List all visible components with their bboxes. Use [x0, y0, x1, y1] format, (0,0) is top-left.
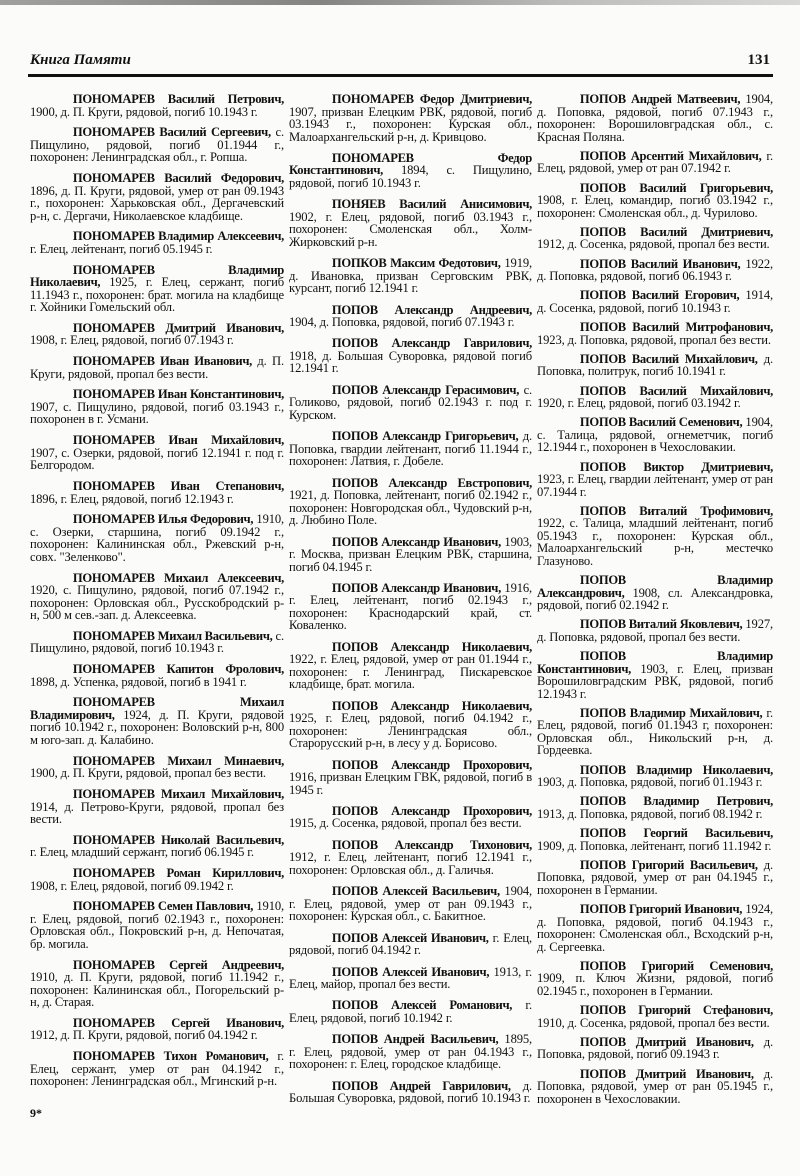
entry-name: ПОПОВ Алексей Иванович,	[331, 964, 490, 979]
entry-details: 1904, с. Талица, рядовой, огнеметчик, погиб 12.1944 г., похоронен в Чехословакии.	[537, 415, 774, 455]
memorial-entry	[537, 321, 773, 346]
entry-name: ПОПОВ Александр Тихонович,	[331, 837, 532, 852]
entry-name: ПОНОМАРЕВ Федор Константинович,	[289, 150, 532, 178]
entry-name: ПОНОМАРЕВ Николай Васильевич,	[72, 832, 284, 847]
entry-details: 1904, д. Поповка, рядовой, погиб 07.1943 г.	[289, 315, 515, 330]
entry-details: 1908, г. Елец, командир, погиб 03.1942 г., похоронен: Смоленская обл., д. Чурилово.	[537, 193, 773, 220]
entry-details: 1914, д. Сосенка, рядовой, погиб 10.1943 г.	[537, 288, 774, 315]
entry-details: 1907, с. Пищулино, рядовой, погиб 03.1943 г., похоронен в г. Усмани.	[30, 399, 284, 427]
entry-details: 1915, д. Сосенка, рядовой, пропал без вести.	[289, 816, 522, 831]
entry-name: ПОПОВ Александр Николаевич,	[331, 639, 532, 654]
entry-details: 1896, г. Елец, рядовой, погиб 12.1943 г.	[30, 491, 234, 506]
entry-name: ПОНОМАРЕВ Михаил Минаевич,	[72, 753, 284, 768]
entry-details: с. Пищулино, рядовой, погиб 01.1944 г., похоронен: Ленинградская обл., г. Ропша.	[30, 125, 284, 165]
entry-details: 1921, д. Поповка, лейтенант, погиб 02.1942 г., похоронен: Новгородская обл., Чудовский р-н, д. Любино Поле.	[289, 488, 532, 528]
memorial-entry	[537, 505, 773, 568]
entry-name: ПОПОВ Владимир Михайлович,	[579, 705, 763, 720]
entry-details: 1920, с. Пищулино, рядовой, погиб 07.1942 г., похоронен: Орловская обл., Русскобродский р-н, 500 м сев.-зап. д. Алексеевка.	[30, 583, 284, 623]
entry-details: с. Голиково, рядовой, погиб 02.1943 г. под г. Курском.	[289, 382, 533, 422]
memorial-entry	[537, 182, 773, 220]
scan-edge-artifact	[0, 0, 800, 5]
memorial-entry	[289, 932, 532, 957]
entry-details: 1909, п. Ключ Жизни, рядовой, погиб 02.1945 г., похоронен в Германии.	[537, 971, 773, 998]
memorial-entry	[30, 264, 284, 314]
entry-details: 1919, д. Ивановка, призван Серговским РВК, курсант, погиб 12.1941 г.	[289, 256, 532, 296]
entry-name: ПОПОВ Виталий Яковлевич,	[579, 617, 743, 632]
entry-details: 1896, д. П. Круги, рядовой, умер от ран 09.1943 г., похоронен: Харьковская обл., Дергачевский р-н, с. Дергачи, Николаевское кладбище.	[30, 183, 284, 223]
entry-details: 1895, г. Елец, рядовой, умер от ран 04.1943 г., похоронен: г. Елец, городское кладбище.	[289, 1032, 533, 1072]
entry-details: 1908, г. Елец, рядовой, погиб 07.1943 г.	[30, 333, 234, 348]
memorial-entry	[289, 839, 532, 877]
entry-details: 1903, д. Поповка, рядовой, погиб 01.1943 г.	[537, 775, 763, 789]
entry-name: ПОПОВ Виталий Трофимович,	[579, 503, 773, 518]
entry-details: 1923, г. Елец, гвардии лейтенант, умер от ран 07.1944 г.	[537, 472, 773, 499]
entry-details: д. Поповка, гвардии лейтенант, погиб 11.1944 г., похоронен: Латвия, г. Добеле.	[289, 429, 532, 469]
entry-details: 1908, сл. Александровка, рядовой, погиб 02.1942 г.	[537, 585, 773, 612]
entry-details: 1904, г. Елец, рядовой, умер от ран 09.1943 г., похоронен: Курская обл., с. Бакитное.	[289, 884, 533, 924]
entry-name: ПОПОВ Василий Григорьевич,	[579, 180, 773, 195]
entry-details: 1900, д. П. Круги, рядовой, пропал без вести.	[30, 766, 266, 781]
memorial-entry	[30, 834, 284, 859]
entry-details: 1914, д. Петрово-Круги, рядовой, пропал без вести.	[30, 799, 284, 826]
memorial-entry	[289, 885, 532, 923]
entry-name: ПОПОВ Григорий Васильевич,	[579, 857, 758, 872]
entry-name: ПОПОВ Владимир Александрович,	[537, 573, 773, 600]
entry-name: ПОНОМАРЕВ Михаил Владимирович,	[30, 695, 284, 722]
memorial-entry	[537, 461, 773, 499]
entry-name: ПОПОВ Александр Герасимович,	[331, 382, 520, 397]
memorial-entry	[537, 960, 773, 998]
entry-name: ПОПОВ Александр Иванович,	[331, 580, 501, 595]
memorial-entry	[537, 1036, 773, 1061]
memorial-entry	[289, 700, 532, 750]
entry-details: 1910, д. Сосенка, рядовой, пропал без вести.	[537, 1015, 770, 1030]
entry-details: д. П. Круги, рядовой, пропал без вести.	[30, 354, 284, 381]
entry-name: ПОПОВ Александр Прохорович,	[331, 757, 532, 772]
memorial-entry	[537, 416, 773, 454]
memorial-entry	[289, 93, 532, 143]
memorial-entry	[30, 630, 284, 655]
memorial-entry	[537, 707, 773, 757]
memorial-entry	[30, 900, 284, 950]
entry-details: 1920, г. Елец, рядовой, погиб 03.1942 г.	[537, 396, 741, 410]
memorial-entry	[30, 126, 284, 164]
entry-details: 1907, с. Озерки, рядовой, погиб 12.1941 г. под г. Белгородом.	[30, 445, 284, 473]
entry-details: 1898, д. Успенка, рядовой, погиб в 1941 г.	[30, 674, 247, 689]
memorial-entry	[537, 574, 773, 612]
memorial-entry	[537, 859, 773, 897]
entry-details: 1918, д. Большая Суворовка, рядовой погиб 12.1941 г.	[289, 348, 532, 376]
memorial-entry	[537, 903, 773, 953]
memorial-entry	[289, 477, 532, 527]
entry-details: 1927, д. Поповка, рядовой, пропал без вести.	[537, 617, 773, 644]
memorial-entry	[289, 1080, 532, 1105]
entry-name: ПОНОМАРЕВ Семен Павлович,	[72, 899, 254, 914]
entry-name: ПОПОВ Григорий Стефанович,	[579, 1003, 773, 1017]
memorial-entry	[30, 172, 284, 222]
entry-name: ПОПОВ Александр Григорьевич,	[331, 429, 519, 444]
memorial-entry	[289, 152, 532, 190]
entry-details: г. Елец, рядовой, погиб 04.1942 г.	[289, 930, 533, 958]
entry-details: д. Большая Суворовка, рядовой, погиб 10.1943 г.	[289, 1078, 533, 1106]
entry-name: ПОНОМАРЕВ Илья Федорович,	[72, 512, 254, 527]
entry-name: ПОНОМАРЕВ Иван Степанович,	[72, 479, 284, 494]
entry-name: ПОПКОВ Максим Федотович,	[331, 256, 501, 271]
memorial-entry	[537, 827, 773, 852]
memorial-entry	[537, 764, 773, 789]
entry-name: ПОПОВ Андрей Матвеевич,	[579, 92, 741, 106]
memorial-entry	[289, 966, 532, 991]
entry-name: ПОПОВ Алексей Романович,	[331, 998, 513, 1013]
memorial-entry	[537, 226, 773, 251]
memorial-entry	[289, 1033, 532, 1071]
memorial-entry	[289, 759, 532, 797]
entry-name: ПОНОМАРЕВ Роман Кириллович,	[72, 866, 284, 881]
memorial-entry	[30, 1050, 284, 1088]
entry-name: ПОПОВ Дмитрий Иванович,	[579, 1066, 754, 1081]
memorial-entry	[30, 663, 284, 688]
entry-name: ПОПОВ Василий Дмитриевич,	[579, 224, 773, 239]
entry-details: д. Поповка, политрук, погиб 10.1941 г.	[537, 351, 774, 379]
entry-name: ПОПОВ Андрей Васильевич,	[331, 1032, 499, 1047]
entry-details: 1923, д. Поповка, рядовой, пропал без вести.	[537, 332, 771, 347]
entry-name: ПОПОВ Василий Михайлович,	[579, 383, 773, 398]
entry-details: 1922, г. Елец, рядовой, умер от ран 01.1944 г., похоронен: г. Ленинград, Пискаревское кладбище, брат. могила.	[289, 652, 532, 692]
entry-name: ПОНОМАРЕВ Владимир Алексеевич,	[72, 229, 284, 244]
entry-details: г. Елец, рядовой, погиб 01.1943 г, похоронен: Орловская обл., Никольский р-н, д. Гордеевка.	[537, 705, 773, 758]
memorial-entry	[30, 572, 284, 622]
memorial-entry	[30, 696, 284, 746]
entry-details: г. Елец, сержант, умер от ран 04.1942 г., похоронен: Ленинградская обл., Мгинский р-н.	[30, 1049, 285, 1089]
entry-name: ПОПОВ Алексей Васильевич,	[331, 884, 500, 899]
entry-details: г. Елец, рядовой, погиб 10.1942 г.	[289, 998, 532, 1025]
entry-details: 1925, г. Елец, рядовой, погиб 04.1942 г., похоронен: Ленинградская обл., Старорусский р-н, в лесу у д. Борисово.	[289, 711, 532, 751]
entry-name: ПОПОВ Александр Прохорович,	[331, 803, 532, 818]
memorial-entry	[30, 434, 284, 472]
entry-name: ПОНОМАРЕВ Василий Петрович,	[72, 92, 284, 106]
entry-details: 1902, г. Елец, рядовой, погиб 03.1943 г., похоронен: Смоленская обл., Холм-Жирковский р-н.	[289, 209, 532, 249]
entry-name: ПОПОВ Александр Гаврилович,	[331, 336, 532, 351]
entry-name: ПОПОВ Владимир Николаевич,	[579, 762, 773, 777]
header-rule	[28, 74, 773, 77]
memorial-entry	[537, 385, 773, 410]
memorial-entry	[289, 304, 532, 329]
entry-details: 1912, г. Елец, лейтенант, погиб 12.1941 г., похоронен: Орловская обл., д. Галичья.	[289, 850, 532, 877]
memorial-entry	[30, 355, 284, 380]
memorial-entry	[537, 618, 773, 643]
memorial-entry	[537, 150, 773, 175]
memorial-entry	[30, 513, 284, 563]
entry-name: ПОНОМАРЕВ Капитон Фролович,	[72, 662, 284, 677]
memorial-entry	[30, 788, 284, 826]
memorial-entry	[30, 867, 284, 892]
memorial-entry	[537, 93, 773, 143]
memorial-entry	[30, 322, 284, 347]
text-column-1	[30, 93, 284, 1088]
entry-name: ПОПОВ Василий Егорович,	[579, 288, 740, 303]
entry-details: 1916, призван Елецким ГВК, рядовой, погиб в 1945 г.	[289, 770, 532, 797]
entry-details: 1924, д. П. Круги, рядовой погиб 10.1942 г., похоронен: Воловский р-н, 800 м юго-зап. д. Калабино.	[30, 707, 284, 747]
memorial-entry	[537, 289, 773, 314]
entry-name: ПОНОМАРЕВ Иван Константинович,	[72, 387, 284, 402]
signature-mark: 9*	[30, 1106, 42, 1120]
memorial-entry	[30, 388, 284, 426]
entry-details: 1900, д. П. Круги, рядовой, погиб 10.1943 г.	[30, 104, 258, 119]
entry-name: ПОПОВ Георгий Васильевич,	[579, 826, 773, 840]
text-column-2	[289, 93, 532, 1105]
entry-details: 1910, д. П. Круги, рядовой, погиб 11.1942 г., похоронен: Калининская обл., Погорельский р-н, д. Старая.	[30, 970, 284, 1010]
entry-details: д. Поповка, рядовой, погиб 09.1943 г.	[537, 1034, 774, 1062]
memorial-entry	[289, 536, 532, 574]
entry-name: ПОНОМАРЕВ Дмитрий Иванович,	[72, 320, 284, 335]
memorial-entry	[537, 353, 773, 378]
memorial-entry	[30, 480, 284, 505]
entry-details: 1903, г. Елец, призван Ворошиловградским РВК, рядовой, погиб 12.1943 г.	[537, 661, 773, 701]
memorial-entry	[289, 384, 532, 422]
memorial-entry	[537, 650, 773, 700]
entry-details: 1903, г. Москва, призван Елецким РВК, старшина, погиб 04.1945 г.	[289, 534, 533, 574]
entry-name: ПОПОВ Василий Михайлович,	[579, 351, 758, 366]
entry-name: ПОПОВ Александр Евстропович,	[331, 475, 532, 490]
memorial-entry	[30, 755, 284, 780]
entry-name: ПОПОВ Александр Николаевич,	[331, 698, 532, 713]
entry-name: ПОНОМАРЕВ Михаил Алексеевич,	[72, 570, 284, 585]
entry-details: 1925, г. Елец, сержант, погиб 11.1943 г., похоронен: брат. могила на кладбище г. Хойники Гомельский обл.	[30, 275, 284, 315]
book-title: Книга Памяти	[30, 52, 131, 68]
memorial-entry	[30, 959, 284, 1009]
entry-details: 1913, г. Елец, майор, пропал без вести.	[289, 964, 532, 992]
entry-name: ПОНОМАРЕВ Василий Сергеевич,	[72, 125, 271, 140]
memorial-entry	[537, 258, 773, 283]
entry-details: 1924, д. Поповка, рядовой, погиб 04.1943 г., похоронен: Смоленская обл., Всходский р-н, д. Сергеевка.	[537, 902, 773, 954]
entry-name: ПОПОВ Василий Семенович,	[579, 415, 743, 430]
entry-name: ПОПОВ Василий Иванович,	[579, 256, 741, 271]
memorial-entry	[30, 230, 284, 255]
memorial-entry	[289, 999, 532, 1024]
entry-name: ПОПОВ Дмитрий Иванович,	[579, 1034, 754, 1049]
entry-details: 1912, д. Сосенка, рядовой, пропал без вести.	[537, 237, 770, 252]
page-number: 131	[747, 52, 770, 68]
entry-details: 1894, с. Пищулино, рядовой, погиб 10.1943 г.	[289, 163, 532, 190]
memorial-entry	[537, 1068, 773, 1106]
entry-details: 1910, г. Елец, рядовой, погиб 02.1943 г., похоронен: Орловская обл., Покровский р-н, д. Непочатая, бр. могила.	[30, 899, 284, 951]
entry-name: ПОПОВ Алексей Иванович,	[331, 930, 489, 945]
entry-details: 1904, д. Поповка, рядовой, погиб 07.1943 г., похоронен: Ворошиловградская обл., с. Красная Поляна.	[537, 92, 773, 144]
memorial-entry	[30, 93, 284, 118]
memorial-entry	[537, 795, 773, 820]
entry-details: 1912, д. П. Круги, рядовой, погиб 04.1942 г.	[30, 1028, 258, 1043]
entry-name: ПОНОМАРЕВ Иван Иванович,	[72, 354, 252, 369]
entry-name: ПОПОВ Василий Митрофанович,	[579, 320, 773, 334]
memorial-entry	[289, 430, 532, 468]
entry-details: г. Елец, младший сержант, погиб 06.1945 г.	[30, 845, 254, 860]
entry-details: 1909, д. Поповка, лейтенант, погиб 11.1942 г.	[537, 838, 772, 853]
entry-details: с. Пищулино, рядовой, погиб 10.1943 г.	[30, 628, 284, 656]
text-column-3	[537, 93, 773, 1105]
entry-name: ПОПОВ Андрей Гаврилович,	[331, 1078, 511, 1093]
entry-name: ПОНОМАРЕВ Сергей Иванович,	[72, 1015, 284, 1030]
entry-name: ПОПОВ Григорий Семенович,	[579, 958, 773, 973]
entry-name: ПОНОМАРЕВ Сергей Андреевич,	[72, 957, 284, 972]
entry-name: ПОНОМАРЕВ Тихон Романович,	[72, 1049, 269, 1064]
entry-name: ПОПОВ Григорий Иванович,	[579, 902, 743, 916]
entry-name: ПОНОМАРЕВ Михаил Васильевич,	[72, 628, 273, 643]
entry-details: 1908, г. Елец, рядовой, погиб 09.1942 г.	[30, 878, 234, 893]
memorial-entry	[289, 582, 532, 632]
memorial-entry	[289, 337, 532, 375]
entry-name: ПОНОМАРЕВ Василий Федорович,	[72, 171, 284, 186]
entry-name: ПОНОМАРЕВ Михаил Михайлович,	[72, 787, 284, 801]
entry-name: ПОПОВ Александр Андреевич,	[331, 302, 532, 317]
entry-details: г. Елец, рядовой, умер от ран 07.1942 г.	[537, 148, 774, 176]
entry-name: ПОПОВ Владимир Петрович,	[579, 794, 773, 809]
memorial-entry	[289, 641, 532, 691]
entry-details: д. Поповка, рядовой, умер от ран 05.1945 г., похоронен в Чехословакии.	[537, 1066, 774, 1106]
entry-details: д. Поповка, рядовой, умер от ран 04.1945 г., похоронен в Германии.	[537, 857, 773, 897]
entry-details: 1916, г. Елец, лейтенант, погиб 02.1943 г., похоронен: Краснодарский край, ст. Коваленко.	[289, 580, 533, 633]
memorial-entry	[289, 805, 532, 830]
entry-name: ПОПОВ Арсентий Михайлович,	[579, 148, 762, 163]
memorial-entry	[537, 1004, 773, 1029]
entry-name: ПОПОВ Александр Иванович,	[331, 534, 501, 549]
entry-name: ПОНОМАРЕВ Владимир Николаевич,	[30, 262, 284, 290]
entry-details: 1913, д. Поповка, рядовой, погиб 08.1942 г.	[537, 806, 763, 821]
entry-details: г. Елец, лейтенант, погиб 05.1945 г.	[30, 241, 213, 256]
entry-name: ПОНОМАРЕВ Иван Михайлович,	[72, 433, 284, 448]
entry-name: ПОНОМАРЕВ Федор Дмитриевич,	[331, 92, 532, 106]
entry-details: 1907, призван Елецким РВК, рядовой, погиб 03.1943 г., похоронен: Курская обл., Малоархангельский р-н, д. Кривцово.	[289, 104, 532, 144]
entry-details: 1910, с. Озерки, старшина, погиб 09.1942 г., похоронен: Калининская обл., Ржевский р-н, совх. "Зеленково".	[30, 512, 285, 564]
entry-details: 1922, д. Поповка, рядовой, погиб 06.1943 г.	[537, 256, 774, 283]
memorial-entry	[289, 198, 532, 248]
entry-name: ПОПОВ Владимир Константинович,	[537, 649, 773, 676]
entry-name: ПОНЯЕВ Василий Анисимович,	[331, 197, 532, 212]
memorial-entry	[289, 257, 532, 295]
entry-name: ПОПОВ Виктор Дмитриевич,	[579, 459, 773, 474]
memorial-entry	[30, 1017, 284, 1042]
entry-details: 1922, с. Талица, младший лейтенант, погиб 05.1943 г., похоронен: Курская обл., Малоархангельский р-н, местечко Глазуново.	[537, 516, 773, 568]
